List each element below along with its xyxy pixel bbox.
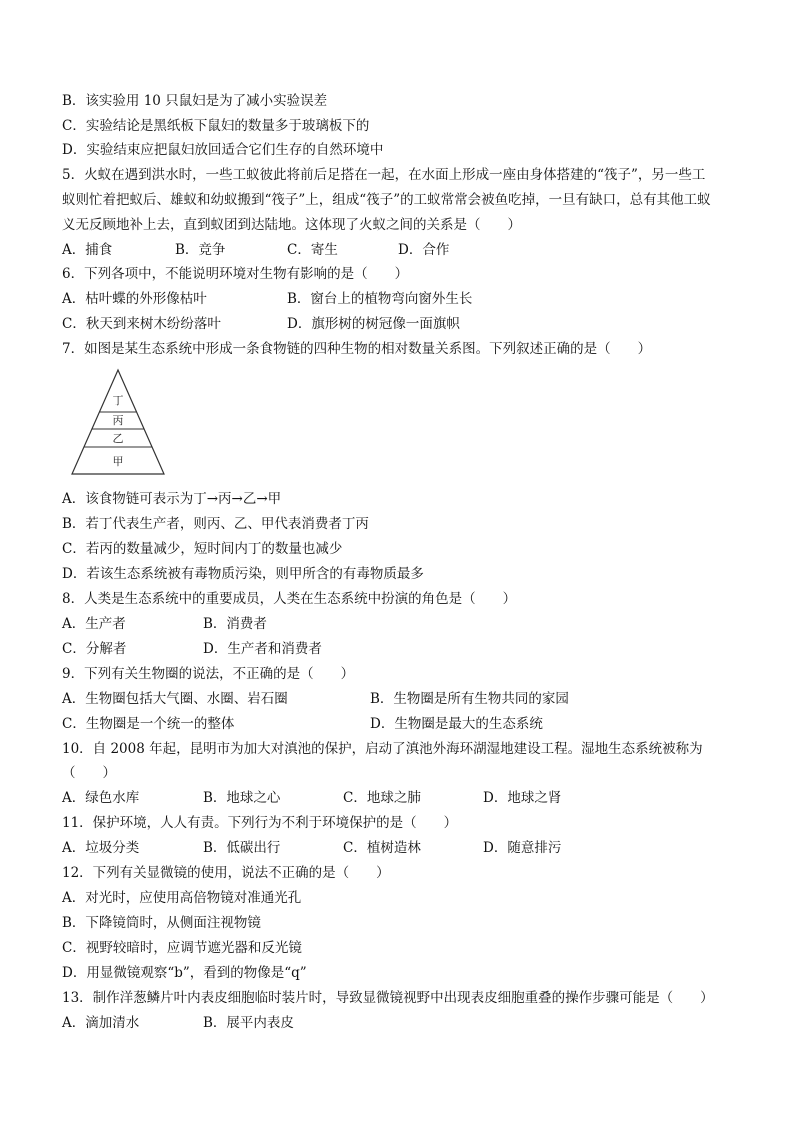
q10-stem-line-2: （ ）: [62, 765, 116, 781]
pyramid-label-jia: 甲: [112, 455, 124, 468]
q12-option-b: B．下降镜筒时，从侧面注视物镜: [62, 915, 261, 931]
q6-option-d: D．旗形树的树冠像一面旗帜: [287, 316, 460, 332]
q5-option-c: C．寄生: [287, 242, 338, 258]
q12-option-d: D．用显微镜观察“b”，看到的物像是“q”: [62, 965, 307, 981]
q6-stem: 6．下列各项中，不能说明环境对生物有影响的是（ ）: [62, 266, 409, 282]
q4-option-c: C．实验结论是黑纸板下鼠妇的数量多于玻璃板下的: [62, 118, 370, 134]
pyramid-label-ding: 丁: [112, 394, 124, 407]
q13-option-b: B．展平内表皮: [203, 1015, 294, 1031]
q10-option-a: A．绿色水库: [62, 790, 140, 806]
q9-stem: 9．下列有关生物圈的说法，不正确的是（ ）: [62, 666, 355, 682]
q11-option-d: D．随意排污: [483, 840, 562, 856]
q9-option-d: D．生物圈是最大的生态系统: [370, 716, 543, 732]
q9-option-b: B．生物圈是所有生物共同的家园: [370, 691, 569, 707]
q12-option-c: C．视野较暗时，应调节遮光器和反光镜: [62, 940, 302, 956]
q7-option-d: D．若该生态系统被有毒物质污染，则甲所含的有毒物质最多: [62, 566, 424, 582]
q5-stem-line-3: 义无反顾地补上去，直到蚁团到达陆地。这体现了火蚁之间的关系是（ ）: [62, 217, 521, 233]
q8-option-d: D．生产者和消费者: [203, 641, 322, 657]
food-chain-pyramid-diagram: [70, 368, 166, 476]
q10-option-c: C．地球之肺: [343, 790, 421, 806]
q11-option-b: B．低碳出行: [203, 840, 281, 856]
q8-option-b: B．消费者: [203, 616, 267, 632]
q7-option-b: B．若丁代表生产者，则丙、乙、甲代表消费者丁丙: [62, 516, 369, 532]
q10-stem-line-1: 10．自 2008 年起，昆明市为加大对滇池的保护，启动了滇池外海环湖湿地建设工程。湿地生态系统被称为: [62, 741, 703, 757]
q13-stem: 13．制作洋葱鳞片叶内表皮细胞临时装片时，导致显微镜视野中出现表皮细胞重叠的操作步骤可能是（ ）: [62, 990, 714, 1006]
q7-option-c: C．若丙的数量减少，短时间内丁的数量也减少: [62, 541, 343, 557]
q11-option-a: A．垃圾分类: [62, 840, 140, 856]
q11-option-c: C．植树造林: [343, 840, 421, 856]
q12-stem: 12．下列有关显微镜的使用，说法不正确的是（ ）: [62, 865, 390, 881]
q5-option-d: D．合作: [398, 242, 450, 258]
q13-option-a: A．滴加清水: [62, 1015, 140, 1031]
q5-stem-line-2: 蚁则忙着把蚁后、雄蚁和幼蚁搬到“筏子”上，组成“筏子”的工蚁常常会被鱼吃掉，一旦有缺口，总有其他工蚁: [62, 192, 711, 208]
pyramid-label-bing: 丙: [112, 414, 124, 427]
q9-option-a: A．生物圈包括大气圈、水圈、岩石圈: [62, 691, 288, 707]
q7-option-a: A．该食物链可表示为丁→丙→乙→甲: [62, 491, 282, 507]
q8-option-c: C．分解者: [62, 641, 127, 657]
q10-option-b: B．地球之心: [203, 790, 281, 806]
q8-stem: 8．人类是生态系统中的重要成员，人类在生态系统中扮演的角色是（ ）: [62, 591, 517, 607]
q5-stem-line-1: 5．火蚁在遇到洪水时，一些工蚁彼此将前后足搭在一起，在水面上形成一座由身体搭建的“筏子”，另一些工: [62, 167, 706, 183]
q4-option-d: D．实验结束应把鼠妇放回适合它们生存的自然环境中: [62, 142, 384, 158]
q12-option-a: A．对光时，应使用高倍物镜对准通光孔: [62, 890, 302, 906]
q10-option-d: D．地球之肾: [483, 790, 562, 806]
pyramid-label-yi: 乙: [112, 432, 124, 445]
q5-option-a: A．捕食: [62, 242, 113, 258]
q6-option-c: C．秋天到来树木纷纷落叶: [62, 316, 221, 332]
q6-option-b: B．窗台上的植物弯向窗外生长: [287, 291, 473, 307]
q7-stem: 7．如图是某生态系统中形成一条食物链的四种生物的相对数量关系图。下列叙述正确的是（ ）: [62, 341, 652, 357]
q6-option-a: A．枯叶蝶的外形像枯叶: [62, 291, 207, 307]
q5-option-b: B．竞争: [175, 242, 226, 258]
q8-option-a: A．生产者: [62, 616, 126, 632]
q11-stem: 11．保护环境，人人有责。下列行为不利于环境保护的是（ ）: [62, 815, 458, 831]
q9-option-c: C．生物圈是一个统一的整体: [62, 716, 235, 732]
q4-option-b: B．该实验用 10 只鼠妇是为了减小实验误差: [62, 93, 328, 109]
